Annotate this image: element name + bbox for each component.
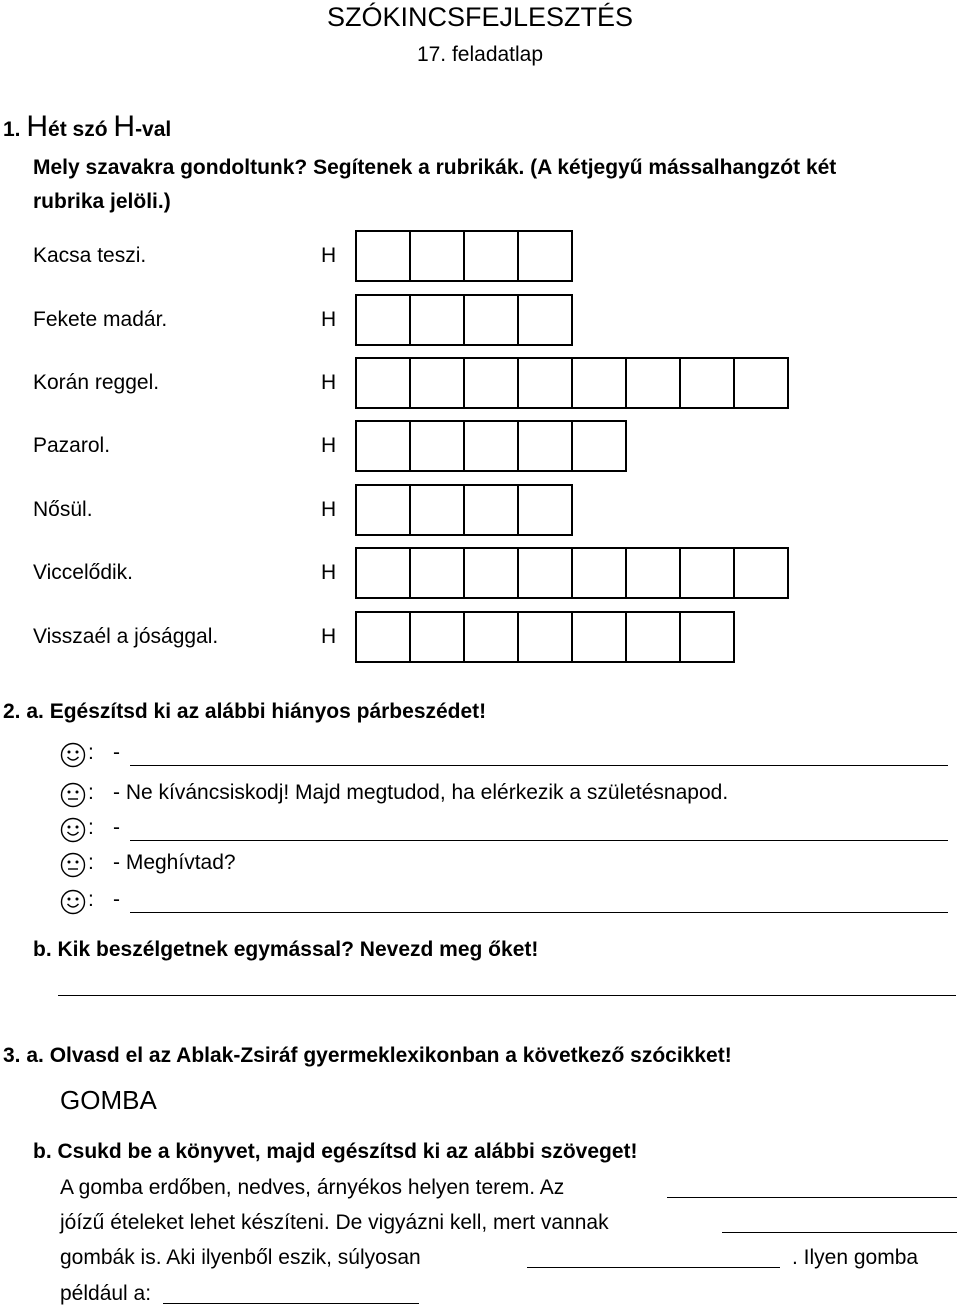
letter-cell: H <box>301 230 357 282</box>
clue-4: Pazarol. <box>33 434 111 457</box>
empty-cell[interactable] <box>571 611 627 663</box>
empty-cell[interactable] <box>517 294 573 346</box>
task3a-title: 3. a. Olvasd el az Ablak-Zsiráf gyermeklexikonban a következő szócikket! <box>3 1044 732 1067</box>
word-grid-1 <box>301 230 571 282</box>
empty-cell[interactable] <box>409 357 465 409</box>
task1-instruction-line2: rubrika jelöli.) <box>33 190 171 213</box>
empty-cell[interactable] <box>409 547 465 599</box>
task1-title-cap2: H <box>113 110 136 143</box>
empty-cell[interactable] <box>355 420 411 472</box>
task3b-title: b. Csukd be a könyvet, majd egészítsd ki az alábbi szöveget! <box>33 1140 638 1163</box>
letter-cell: H <box>301 547 357 599</box>
page-subtitle: 17. feladatlap <box>416 43 544 66</box>
clue-2: Fekete madár. <box>33 308 168 331</box>
letter-cell: H <box>301 357 357 409</box>
empty-cell[interactable] <box>355 230 411 282</box>
empty-cell[interactable] <box>463 357 519 409</box>
speaker-colon: : <box>88 851 94 874</box>
word-grid-6 <box>301 547 787 599</box>
neutral-face-icon <box>60 782 86 808</box>
letter-cell: H <box>301 484 357 536</box>
empty-cell[interactable] <box>625 357 681 409</box>
word-grid-4 <box>301 420 625 472</box>
task1-instruction-line1: Mely szavakra gondoltunk? Segítenek a rubrikák. (A kétjegyű mássalhangzót két <box>33 156 837 179</box>
empty-cell[interactable] <box>625 547 681 599</box>
fill-text-line2: jóízű ételeket lehet készíteni. De vigyázni kell, mert vannak <box>60 1211 609 1234</box>
empty-cell[interactable] <box>463 230 519 282</box>
fill-text-line3a: gombák is. Aki ilyenből eszik, súlyosan <box>60 1246 421 1269</box>
lexicon-word: GOMBA <box>60 1085 157 1115</box>
empty-cell[interactable] <box>571 547 627 599</box>
empty-cell[interactable] <box>733 357 789 409</box>
empty-cell[interactable] <box>355 357 411 409</box>
empty-cell[interactable] <box>517 484 573 536</box>
empty-cell[interactable] <box>517 230 573 282</box>
empty-cell[interactable] <box>409 230 465 282</box>
empty-cell[interactable] <box>355 484 411 536</box>
empty-cell[interactable] <box>679 611 735 663</box>
letter-cell: H <box>301 294 357 346</box>
blank-3[interactable] <box>527 1267 780 1268</box>
empty-cell[interactable] <box>517 611 573 663</box>
empty-cell[interactable] <box>679 357 735 409</box>
letter-cell: H <box>301 420 357 472</box>
empty-cell[interactable] <box>409 611 465 663</box>
empty-cell[interactable] <box>409 420 465 472</box>
fill-text-line1: A gomba erdőben, nedves, árnyékos helyen terem. Az <box>60 1176 565 1199</box>
word-grid-5 <box>301 484 571 536</box>
empty-cell[interactable] <box>463 611 519 663</box>
empty-cell[interactable] <box>409 294 465 346</box>
empty-cell[interactable] <box>463 547 519 599</box>
page-title: SZÓKINCSFEJLESZTÉS <box>326 2 634 32</box>
smiley-face-icon <box>60 742 86 768</box>
fill-text-line4: például a: <box>60 1282 152 1305</box>
empty-cell[interactable] <box>409 484 465 536</box>
neutral-face-icon <box>60 852 86 878</box>
speaker-colon: : <box>88 781 94 804</box>
empty-cell[interactable] <box>355 611 411 663</box>
task1-title-cap1: H <box>26 110 49 143</box>
task1-title-part1: ét szó <box>48 118 114 141</box>
empty-cell[interactable] <box>679 547 735 599</box>
empty-cell[interactable] <box>355 294 411 346</box>
dialogue-text-3: - <box>113 816 120 839</box>
task2b-title: b. Kik beszélgetnek egymással? Nevezd meg őket! <box>33 938 539 961</box>
blank-4[interactable] <box>163 1303 419 1304</box>
empty-cell[interactable] <box>517 547 573 599</box>
word-grid-2 <box>301 294 571 346</box>
speaker-colon: : <box>88 741 94 764</box>
clue-6: Viccelődik. <box>33 561 133 584</box>
fill-text-line3b: . Ilyen gomba <box>792 1246 919 1269</box>
word-grid-7 <box>301 611 733 663</box>
blank-1[interactable] <box>667 1197 957 1198</box>
clue-3: Korán reggel. <box>33 371 160 394</box>
empty-cell[interactable] <box>355 547 411 599</box>
clue-7: Visszaél a jósággal. <box>33 625 219 648</box>
letter-cell: H <box>301 611 357 663</box>
task1-title-part2: -val <box>135 118 172 141</box>
dialogue-text-4: - Meghívtad? <box>113 851 236 874</box>
empty-cell[interactable] <box>625 611 681 663</box>
task2a-title: 2. a. Egészítsd ki az alábbi hiányos párbeszédet! <box>3 700 487 723</box>
empty-cell[interactable] <box>733 547 789 599</box>
empty-cell[interactable] <box>571 420 627 472</box>
task1-number: 1. <box>3 118 21 141</box>
speaker-colon: : <box>88 888 94 911</box>
dialogue-text-1: - <box>113 741 120 764</box>
empty-cell[interactable] <box>463 484 519 536</box>
empty-cell[interactable] <box>517 420 573 472</box>
empty-cell[interactable] <box>571 357 627 409</box>
empty-cell[interactable] <box>463 294 519 346</box>
dialogue-answer-line[interactable] <box>130 840 948 841</box>
task1-title <box>3 110 171 144</box>
clue-1: Kacsa teszi. <box>33 244 147 267</box>
dialogue-text-5: - <box>113 888 120 911</box>
smiley-face-icon <box>60 889 86 915</box>
answer-line-task2b[interactable] <box>58 995 956 996</box>
speaker-colon: : <box>88 816 94 839</box>
dialogue-text-2: - Ne kíváncsiskodj! Majd megtudod, ha elérkezik a születésnapod. <box>113 781 729 804</box>
empty-cell[interactable] <box>517 357 573 409</box>
dialogue-answer-line[interactable] <box>130 765 948 766</box>
word-grid-3 <box>301 357 787 409</box>
empty-cell[interactable] <box>463 420 519 472</box>
clue-5: Nősül. <box>33 498 93 521</box>
blank-2[interactable] <box>722 1232 957 1233</box>
smiley-face-icon <box>60 817 86 843</box>
dialogue-answer-line[interactable] <box>130 912 948 913</box>
